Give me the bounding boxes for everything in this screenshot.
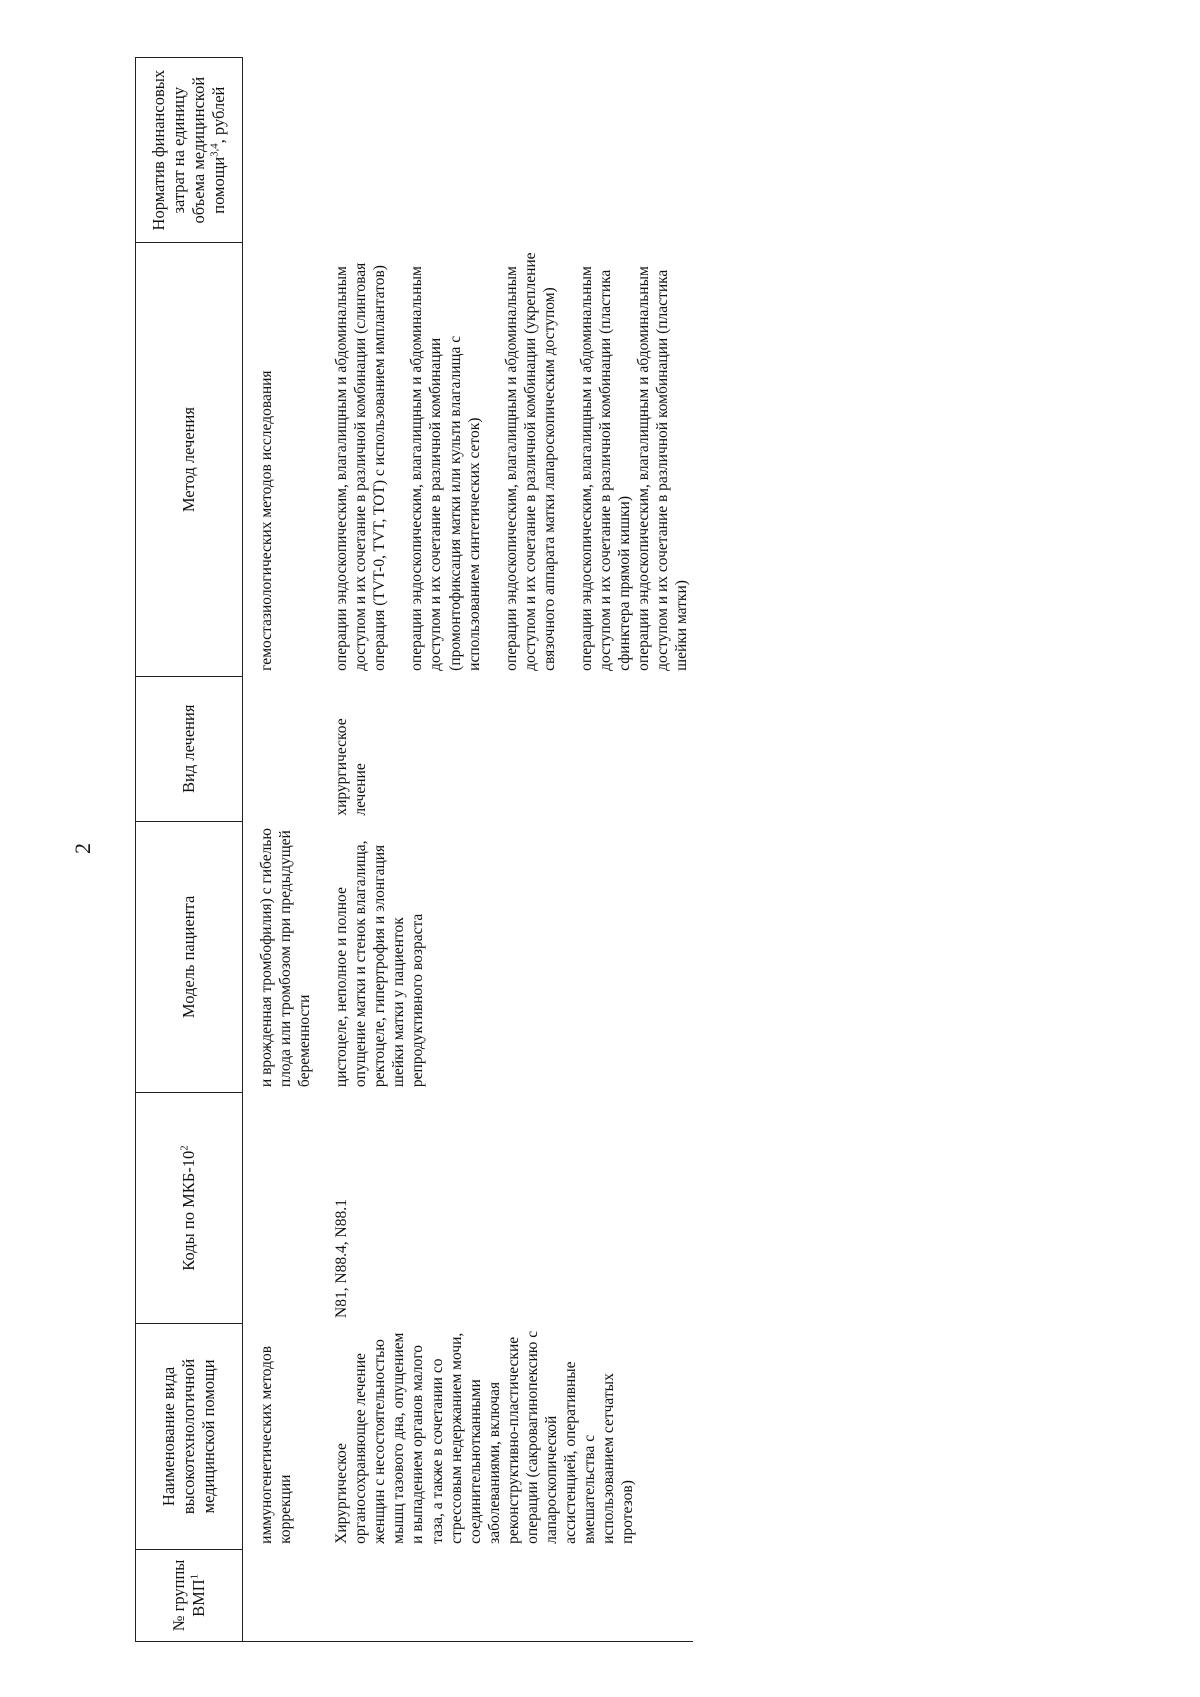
table-row bbox=[316, 58, 693, 1642]
method-item: операции эндоскопическим, влагалищным и абдоминальным доступом и их сочетание в различной комбинации (пластика сфинктера прямой кишки) bbox=[577, 266, 633, 671]
cell-treatment-type bbox=[243, 676, 317, 821]
header-vmp-name: Наименование вида высокотехнологичной медицинской помощи bbox=[136, 1324, 243, 1550]
page-number: 2 bbox=[70, 843, 95, 854]
cell-treatment-type: хирургическое лечение bbox=[333, 718, 370, 816]
header-cost-norm bbox=[136, 58, 243, 243]
footnote-marker: 3,4 bbox=[208, 143, 221, 157]
header-cost-suffix: , рублей bbox=[209, 86, 229, 144]
header-treatment-type: Вид лечения bbox=[136, 676, 243, 821]
cell-group-number bbox=[243, 1549, 317, 1641]
header-group-number-text: № группы ВМП bbox=[168, 1559, 208, 1632]
cell-cost-norm bbox=[243, 58, 317, 243]
method-item: операции эндоскопическим, влагалищным и абдоминальным доступом и их сочетание в различной комбинации (укрепление связочного аппарата матки лапароскопическим доступом) bbox=[502, 252, 558, 671]
footnote-marker: 1 bbox=[188, 1573, 201, 1580]
table-row bbox=[243, 58, 317, 1642]
header-icd-codes bbox=[136, 1093, 243, 1324]
table-header-row bbox=[136, 58, 243, 1642]
footnote-marker: 2 bbox=[178, 1145, 191, 1151]
cell-treatment-method bbox=[316, 243, 693, 676]
cell-patient-model: и врожденная тромбофилия) с гибелью плода или тромбозом при предыдущей беременности bbox=[258, 828, 314, 1088]
header-treatment-method: Метод лечения bbox=[136, 243, 243, 676]
header-cost-norm-text: Норматив финансовых затрат на единицу объема медицинской помощи bbox=[148, 69, 229, 231]
cell-patient-model: цистоцеле, неполное и полное опущение матки и стенок влагалища, ректоцеле, гипертрофия и элонгация шейки матки у пациенток репродуктивного возраста bbox=[333, 840, 427, 1088]
cell-icd-codes bbox=[243, 1093, 317, 1324]
vmp-table bbox=[135, 57, 693, 1642]
cell-treatment-method: гемостазиологических методов исследования bbox=[258, 370, 275, 671]
method-item: операции эндоскопическим, влагалищным и абдоминальным доступом и их сочетание в различной комбинации (промонтофиксация матки или культи влагалища с использованием синтетических сеток) bbox=[408, 266, 483, 671]
header-group-number bbox=[136, 1549, 243, 1641]
header-icd-codes-text: Коды по МКБ-10 bbox=[178, 1150, 198, 1271]
cell-vmp-name: Хирургическое органосохраняющее лечение женщин с несостоятельностью мышц тазового дна, опущением и выпадением органов малого таза, а также в сочетании со стрессовым недержанием мочи, соединительнотканными заболеваниями, включая реконструктивно-пластические операции (сакровагинопексию с лапароскопической ассистенцией, оперативные вмешательства с использованием сетчатых протезов) bbox=[333, 1330, 637, 1544]
cell-group-number bbox=[316, 1549, 693, 1641]
cell-cost-norm bbox=[316, 58, 693, 243]
header-patient-model: Модель пациента bbox=[136, 821, 243, 1092]
method-item: операции эндоскопическим, влагалищным и абдоминальным доступом и их сочетание в различной комбинации (пластика шейки матки) bbox=[635, 266, 691, 671]
cell-vmp-name: иммуногенетических методов коррекции bbox=[258, 1345, 295, 1544]
cell-icd-codes: N81, N88.4, N88.1 bbox=[333, 1199, 351, 1318]
method-item: операции эндоскопическим, влагалищным и абдоминальным доступом и их сочетание в различной комбинации (слинговая операция (TVT-0, TVT, TOT) с использованием имплантатов) bbox=[333, 262, 389, 671]
